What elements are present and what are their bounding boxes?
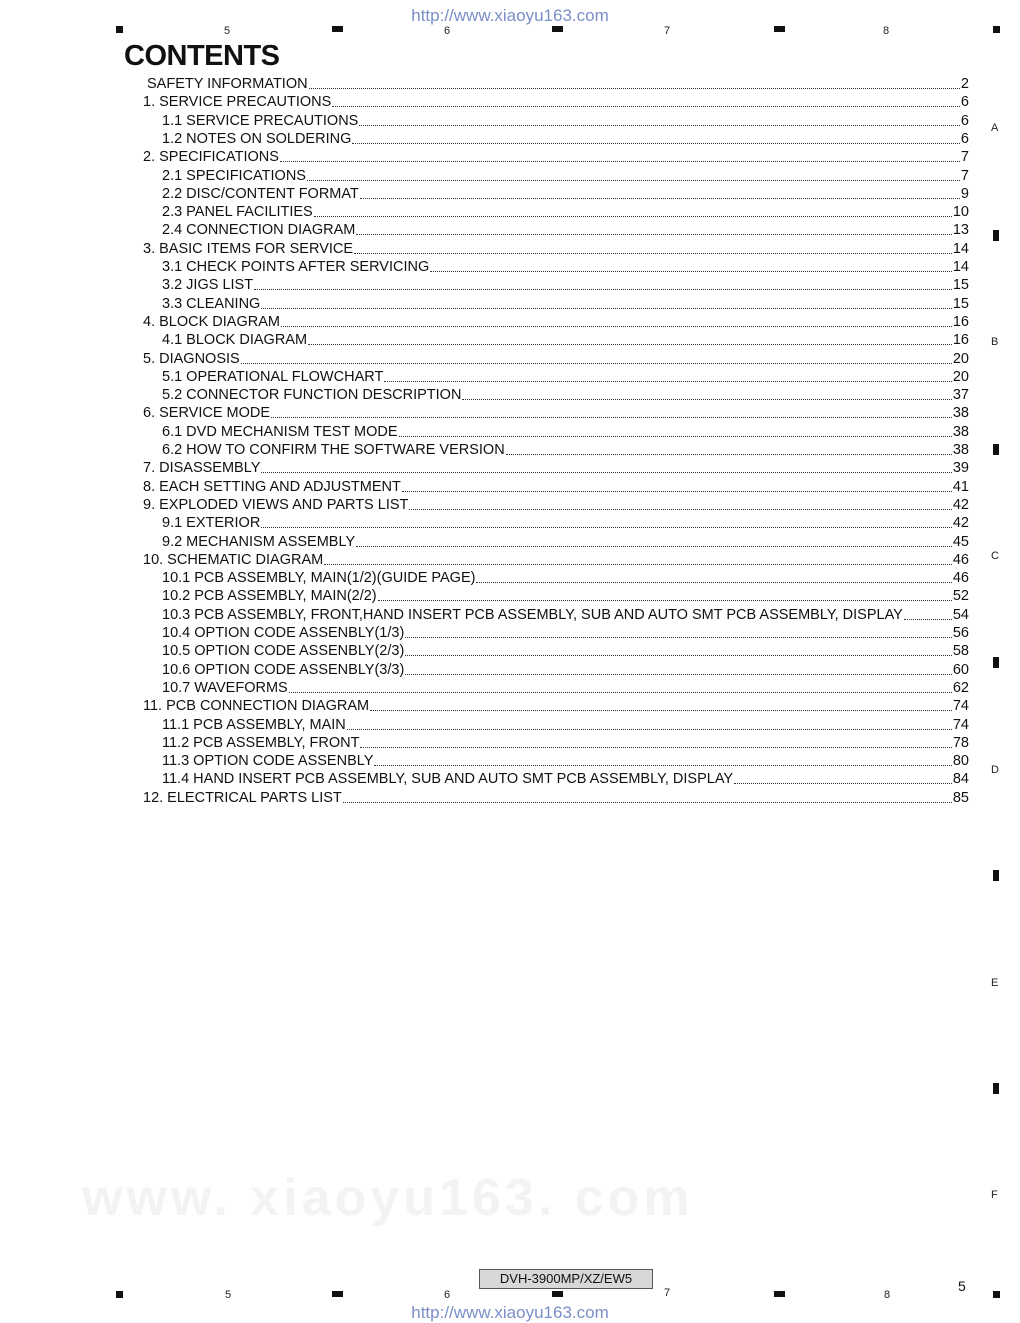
toc-entry-label: SAFETY INFORMATION [147, 76, 308, 92]
toc-entry-page: 37 [952, 387, 969, 403]
dot-leader [324, 552, 952, 565]
toc-entry-page: 74 [952, 698, 969, 714]
dot-leader [314, 204, 952, 217]
toc-entry-page: 14 [952, 241, 969, 257]
toc-entry[interactable] [162, 680, 969, 697]
toc-entry-page: 74 [952, 717, 969, 733]
toc-entry-page: 78 [952, 735, 969, 751]
dot-leader [281, 314, 952, 327]
dot-leader [506, 442, 952, 455]
toc-entry-label: 6.1 DVD MECHANISM TEST MODE [162, 424, 398, 440]
row-label: A [991, 122, 999, 134]
crop-mark [332, 1291, 343, 1297]
toc-entry-page: 6 [960, 94, 969, 110]
dot-leader [409, 497, 951, 510]
dot-leader [734, 771, 952, 784]
toc-entry-label: 10.2 PCB ASSEMBLY, MAIN(2/2) [162, 588, 377, 604]
toc-entry-label: 3.3 CLEANING [162, 296, 261, 312]
toc-entry-label: 2.1 SPECIFICATIONS [162, 168, 306, 184]
toc-entry[interactable] [162, 332, 969, 349]
dot-leader [370, 698, 952, 711]
toc-entry[interactable] [143, 497, 969, 514]
toc-entry[interactable] [143, 314, 969, 331]
toc-entry-label: 2.3 PANEL FACILITIES [162, 204, 313, 220]
toc-entry[interactable] [143, 241, 969, 258]
dot-leader [374, 753, 951, 766]
toc-entry[interactable] [162, 735, 969, 752]
toc-entry-page: 7 [960, 168, 969, 184]
dot-leader [289, 680, 952, 693]
toc-entry-page: 14 [952, 259, 969, 275]
toc-entry-label: 1.1 SERVICE PRECAUTIONS [162, 113, 359, 129]
crop-mark [774, 1291, 785, 1297]
toc-entry-page: 62 [952, 680, 969, 696]
toc-entry-label: 8. EACH SETTING AND ADJUSTMENT [143, 479, 401, 495]
toc-entry[interactable] [162, 753, 969, 770]
toc-entry-label: 5.2 CONNECTOR FUNCTION DESCRIPTION [162, 387, 462, 403]
toc-entry-label: 10.5 OPTION CODE ASSENBLY(2/3) [162, 643, 405, 659]
toc-entry[interactable] [147, 76, 969, 93]
toc-entry[interactable] [143, 552, 969, 569]
toc-entry-page: 52 [952, 588, 969, 604]
toc-entry-page: 80 [952, 753, 969, 769]
toc-entry[interactable] [162, 662, 969, 679]
dot-leader [405, 662, 952, 675]
model-label: DVH-3900MP/XZ/EW5 [479, 1269, 653, 1289]
dot-leader [402, 479, 952, 492]
toc-entry[interactable] [162, 588, 969, 605]
toc-entry-label: 6.2 HOW TO CONFIRM THE SOFTWARE VERSION [162, 442, 505, 458]
toc-entry-label: 3.1 CHECK POINTS AFTER SERVICING [162, 259, 430, 275]
header-url[interactable]: http://www.xiaoyu163.com [411, 6, 609, 25]
toc-entry-label: 11. PCB CONNECTION DIAGRAM [143, 698, 370, 714]
toc-entry[interactable] [162, 570, 969, 587]
toc-entry-label: 2.4 CONNECTION DIAGRAM [162, 222, 356, 238]
toc-entry-label: 9. EXPLODED VIEWS AND PARTS LIST [143, 497, 409, 513]
toc-entry-page: 16 [952, 314, 969, 330]
row-label: E [991, 977, 999, 989]
toc-entry-page: 54 [952, 607, 969, 623]
toc-entry-label: 10.4 OPTION CODE ASSENBLY(1/3) [162, 625, 405, 641]
dot-leader [309, 76, 960, 89]
dot-leader [343, 790, 952, 803]
toc-entry[interactable] [162, 625, 969, 642]
dot-leader [399, 424, 952, 437]
toc-entry[interactable] [162, 515, 969, 532]
toc-entry-page: 6 [960, 113, 969, 129]
dot-leader [280, 149, 960, 162]
toc-entry[interactable] [162, 168, 969, 185]
dot-leader [354, 241, 952, 254]
toc-entry-page: 15 [952, 277, 969, 293]
toc-entry-label: 2. SPECIFICATIONS [143, 149, 279, 165]
toc-entry-label: 10. SCHEMATIC DIAGRAM [143, 552, 324, 568]
toc-entry-label: 11.4 HAND INSERT PCB ASSEMBLY, SUB AND AUTO SMT PCB ASSEMBLY, DISPLAY [162, 771, 734, 787]
page-title: CONTENTS [124, 40, 280, 72]
toc-entry-label: 6. SERVICE MODE [143, 405, 271, 421]
toc-entry-page: 6 [960, 131, 969, 147]
footer-url[interactable]: http://www.xiaoyu163.com [411, 1303, 609, 1322]
toc-entry[interactable] [162, 424, 969, 441]
toc-entry-label: 1.2 NOTES ON SOLDERING [162, 131, 352, 147]
dot-leader [378, 588, 952, 601]
toc-entry-label: 5.1 OPERATIONAL FLOWCHART [162, 369, 384, 385]
column-label: 6 [444, 25, 451, 37]
dot-leader [308, 332, 952, 345]
crop-mark [116, 1291, 123, 1298]
toc-entry-page: 84 [952, 771, 969, 787]
toc-entry-page: 42 [952, 515, 969, 531]
column-label: 8 [884, 1289, 891, 1301]
toc-entry-label: 10.7 WAVEFORMS [162, 680, 288, 696]
dot-leader [384, 369, 952, 382]
crop-mark [993, 1291, 1000, 1298]
toc-entry-label: 2.2 DISC/CONTENT FORMAT [162, 186, 359, 202]
toc-entry-label: 7. DISASSEMBLY [143, 460, 261, 476]
dot-leader [261, 296, 952, 309]
toc-entry-page: 7 [960, 149, 969, 165]
toc-entry-page: 41 [952, 479, 969, 495]
dot-leader [430, 259, 952, 272]
toc-entry[interactable] [162, 186, 969, 203]
dot-leader [271, 405, 952, 418]
toc-entry-label: 11.2 PCB ASSEMBLY, FRONT [162, 735, 360, 751]
column-label: 6 [444, 1289, 451, 1301]
toc-entry-page: 10 [952, 204, 969, 220]
toc-entry-page: 9 [960, 186, 969, 202]
toc-entry[interactable] [162, 387, 969, 404]
toc-entry-page: 20 [952, 369, 969, 385]
toc-entry[interactable] [162, 204, 969, 221]
dot-leader [241, 351, 952, 364]
toc-entry[interactable] [143, 94, 969, 111]
dot-leader [359, 113, 960, 126]
dot-leader [347, 717, 952, 730]
toc-entry-page: 38 [952, 442, 969, 458]
column-label: 7 [664, 1287, 671, 1299]
toc-entry[interactable] [162, 277, 969, 294]
dot-leader [356, 534, 952, 547]
toc-entry-page: 45 [952, 534, 969, 550]
toc-entry[interactable] [162, 113, 969, 130]
toc-entry[interactable] [143, 351, 969, 368]
toc-entry[interactable] [162, 296, 969, 313]
toc-entry[interactable] [143, 460, 969, 477]
toc-entry-label: 5. DIAGNOSIS [143, 351, 240, 367]
toc-entry[interactable] [143, 405, 969, 422]
toc-entry[interactable] [162, 717, 969, 734]
row-label: F [991, 1189, 998, 1201]
toc-entry[interactable] [143, 698, 969, 715]
toc-entry-label: 10.1 PCB ASSEMBLY, MAIN(1/2)(GUIDE PAGE) [162, 570, 476, 586]
row-label: B [991, 336, 999, 348]
dot-leader [405, 625, 952, 638]
toc-entry-label: 3.2 JIGS LIST [162, 277, 254, 293]
column-label: 8 [883, 25, 890, 37]
toc-entry-page: 46 [952, 570, 969, 586]
column-label: 5 [225, 1289, 232, 1301]
toc-entry-label: 9.2 MECHANISM ASSEMBLY [162, 534, 356, 550]
dot-leader [307, 168, 960, 181]
toc-entry[interactable] [162, 369, 969, 386]
toc-entry[interactable] [162, 534, 969, 551]
toc-entry-page: 38 [952, 424, 969, 440]
dot-leader [904, 607, 952, 620]
row-label: C [991, 550, 999, 562]
column-label: 7 [664, 25, 671, 37]
toc-entry-page: 38 [952, 405, 969, 421]
toc-entry-label: 1. SERVICE PRECAUTIONS [143, 94, 332, 110]
toc-entry-page: 16 [952, 332, 969, 348]
toc-entry-label: 11.1 PCB ASSEMBLY, MAIN [162, 717, 346, 733]
toc-entry-page: 46 [952, 552, 969, 568]
toc-entry-page: 13 [952, 222, 969, 238]
toc-entry[interactable] [162, 259, 969, 276]
toc-entry-label: 12. ELECTRICAL PARTS LIST [143, 790, 342, 806]
column-label: 5 [224, 25, 231, 37]
dot-leader [476, 570, 951, 583]
toc-entry[interactable] [143, 479, 969, 496]
dot-leader [356, 222, 952, 235]
dot-leader [254, 277, 952, 290]
toc-entry-page: 2 [960, 76, 969, 92]
toc-entry-page: 15 [952, 296, 969, 312]
toc-entry-label: 10.6 OPTION CODE ASSENBLY(3/3) [162, 662, 405, 678]
watermark-text: www. xiaoyu163. com [82, 1169, 694, 1227]
dot-leader [360, 735, 951, 748]
toc-entry[interactable] [143, 149, 969, 166]
toc-entry[interactable] [162, 607, 969, 624]
dot-leader [405, 643, 952, 656]
toc-entry[interactable] [162, 643, 969, 660]
toc-entry-label: 4.1 BLOCK DIAGRAM [162, 332, 308, 348]
toc-entry-page: 85 [952, 790, 969, 806]
dot-leader [360, 186, 960, 199]
toc-entry[interactable] [162, 222, 969, 239]
toc-entry-page: 42 [952, 497, 969, 513]
row-label: D [991, 764, 999, 776]
toc-entry-label: 3. BASIC ITEMS FOR SERVICE [143, 241, 354, 257]
toc-entry[interactable] [162, 131, 969, 148]
toc-entry-label: 10.3 PCB ASSEMBLY, FRONT,HAND INSERT PCB ASSEMBLY, SUB AND AUTO SMT PCB ASSEMBLY, DISPLAY [162, 607, 903, 623]
toc-entry[interactable] [143, 790, 969, 807]
toc-entry-label: 4. BLOCK DIAGRAM [143, 314, 280, 330]
dot-leader [332, 94, 960, 107]
toc-entry-page: 56 [952, 625, 969, 641]
dot-leader [462, 387, 951, 400]
toc-entry[interactable] [162, 442, 969, 459]
page-number: 5 [958, 1278, 966, 1294]
toc-entry[interactable] [162, 771, 969, 788]
dot-leader [352, 131, 960, 144]
dot-leader [261, 460, 951, 473]
toc-entry-label: 11.3 OPTION CODE ASSENBLY [162, 753, 374, 769]
toc-entry-page: 39 [952, 460, 969, 476]
crop-mark [552, 1291, 563, 1297]
toc-entry-page: 58 [952, 643, 969, 659]
toc-entry-page: 20 [952, 351, 969, 367]
toc-entry-label: 9.1 EXTERIOR [162, 515, 261, 531]
toc-entry-page: 60 [952, 662, 969, 678]
dot-leader [261, 515, 952, 528]
